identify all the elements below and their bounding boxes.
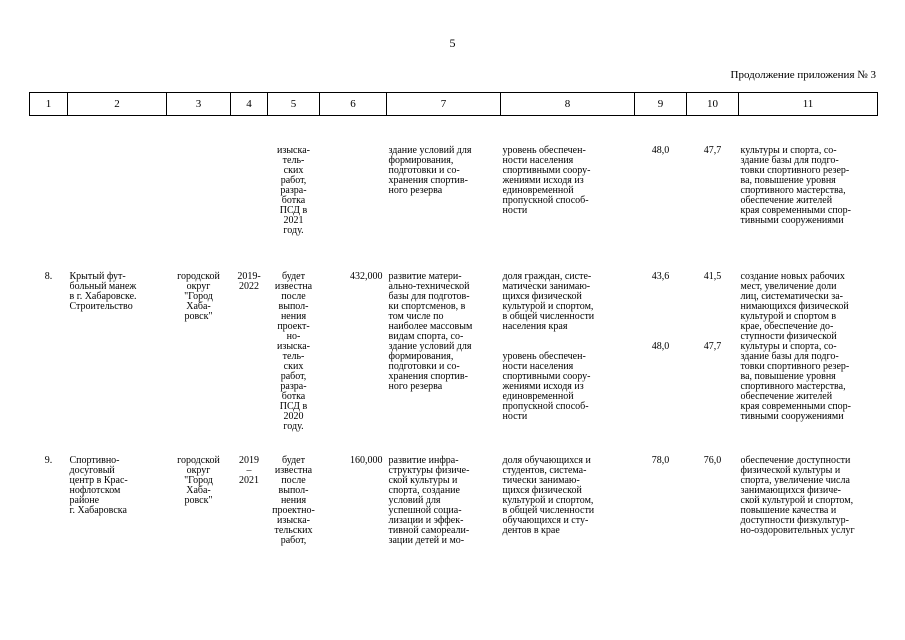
table-row xyxy=(30,116,878,247)
continuation-label: Продолжение приложения № 3 xyxy=(730,69,876,81)
header-row xyxy=(30,93,878,116)
header-col-3: 3 xyxy=(167,93,231,116)
indicator-a: доля обучающихся и студентов, система- тически занимаю- щихся физической культурой и спортом, в общей численности обучающихся и сту- дентов в крае xyxy=(502,455,595,536)
value-10b: 47,7 xyxy=(703,341,722,352)
expected-results: культуры и спорта, со- здание базы для подго- товки спортивного резер- ва, повышение уровня спортивного мастерства, обеспечение жителей края современными спор- тивными сооружениями xyxy=(740,145,851,226)
period xyxy=(231,116,268,247)
indicators xyxy=(501,116,635,247)
row-number: 9. xyxy=(44,455,53,466)
value-9b: 48,0 xyxy=(651,341,670,352)
goal: здание условий для формирования, подготовки и со- хранения спортив- ного резерва xyxy=(388,145,472,196)
value-9a: 43,6 xyxy=(651,271,670,282)
value-9a: 78,0 xyxy=(651,455,670,466)
amount xyxy=(320,116,387,247)
goal: развитие матери- ально-технической базы для подготов- ки спортсменов, в том числе по наиболее массовым видам спорта, со- здание условий для формирования, подготовки и со- хранения спортив- ного резерва xyxy=(388,271,473,392)
indicators xyxy=(501,442,635,546)
header-col-11: 11 xyxy=(739,93,878,116)
expected-results: создание новых рабочих мест, увеличение доли лиц, систематически за- нимающихся физической культурой и спортом в крае, обеспечение до- ступности физической культуры и спорта, со- здание базы для подго- товки спортивного резер- ва, повышение уровня спортивного мастерства, обеспечение жителей края современными спор- тивными сооружениями xyxy=(740,271,851,422)
row-number: 8. xyxy=(44,271,53,282)
municipality xyxy=(167,116,231,247)
indicator-a: доля граждан, систе- матически занимаю- щихся физической культурой и спортом, в общей численности населения края xyxy=(502,271,595,332)
amount: 432,000 xyxy=(350,271,383,282)
projects-table xyxy=(29,92,878,546)
header-col-9: 9 xyxy=(635,93,687,116)
municipality: городской округ "Город Хаба- ровск" xyxy=(177,271,220,322)
municipality: городской округ "Город Хаба- ровск" xyxy=(177,455,220,506)
value-10a: 76,0 xyxy=(703,455,722,466)
indicators xyxy=(501,246,635,442)
amount: 160,000 xyxy=(350,455,383,466)
value-10a: 41,5 xyxy=(703,271,722,282)
expected-results: обеспечение доступности физической культуры и спорта, увеличение числа занимающихся физиче- ской культурой и спортом, повышение качества и доступности физкультур- но-оздоровительных услуг xyxy=(740,455,855,536)
object-name xyxy=(68,116,167,247)
header-col-10: 10 xyxy=(687,93,739,116)
header-col-5: 5 xyxy=(268,93,320,116)
header-col-6: 6 xyxy=(320,93,387,116)
cost-note: будет известна после выпол- нения проектно- изыска- тельских работ, xyxy=(272,455,315,546)
page-number: 5 xyxy=(449,36,456,50)
object-name: Крытый фут- больный манеж в г. Хабаровске. Строительство xyxy=(69,271,137,312)
value-10a: 47,7 xyxy=(703,145,722,156)
header-col-8: 8 xyxy=(501,93,635,116)
header-col-2: 2 xyxy=(68,93,167,116)
period: 2019 – 2021 xyxy=(239,455,259,486)
indicator-a: уровень обеспечен- ности населения спортивными соору- жениями исходя из единовременной пропускной способ- ности xyxy=(502,145,591,216)
row-number xyxy=(30,116,68,247)
header-col-4: 4 xyxy=(231,93,268,116)
value-9a: 48,0 xyxy=(651,145,670,156)
period: 2019- 2022 xyxy=(237,271,261,292)
header-col-1: 1 xyxy=(30,93,68,116)
cost-note: изыска- тель- ских работ, разра- ботка ПСД в 2021 году. xyxy=(277,145,310,236)
goal: развитие инфра- структуры физиче- ской культуры и спорта, создание условий для успешной социа- лизации и эффек- тивной самореали- зации детей и мо- xyxy=(388,455,470,546)
table-row xyxy=(30,442,878,546)
cost-note: будет известна после выпол- нения проект- но- изыска- тель- ских работ, разра- ботка ПСД в 2020 году. xyxy=(274,271,313,432)
header-col-7: 7 xyxy=(387,93,501,116)
object-name: Спортивно- досуговый центр в Крас- нофлотском районе г. Хабаровска xyxy=(69,455,128,516)
indicator-b: уровень обеспечен- ности населения спортивными соору- жениями исходя из единовременной пропускной способ- ности xyxy=(502,351,591,422)
table-row xyxy=(30,246,878,442)
